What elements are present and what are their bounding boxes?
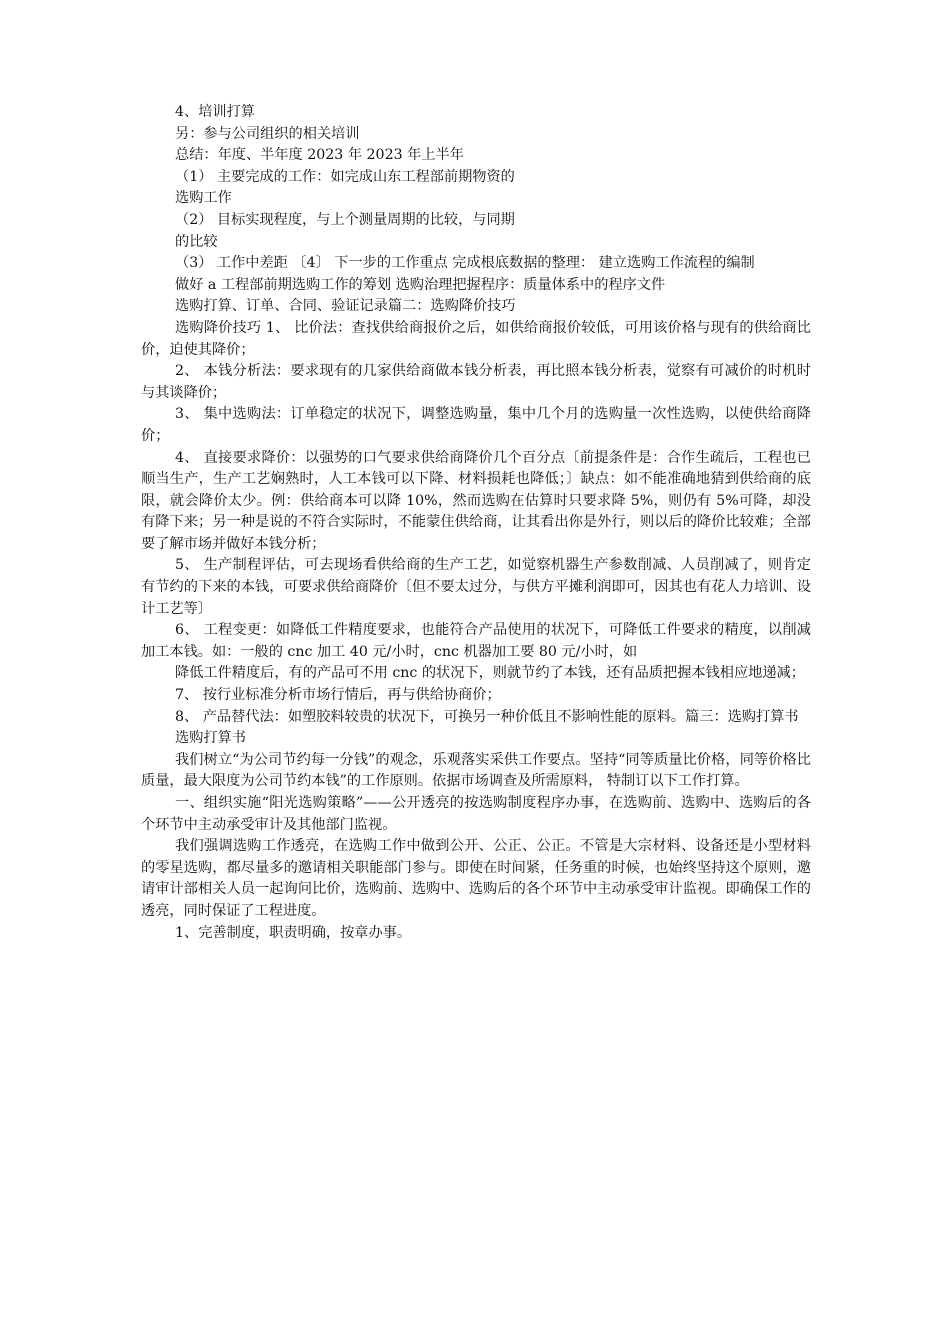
paragraph-substitution: 8、 产品替代法：如塑胶料较贵的状况下，可换另一种价低且不影响性能的原料。篇三：选购打算书 <box>175 708 799 725</box>
paragraph-process-evaluation: 5、 生产制程评估，可去现场看供给商的生产工艺，如觉察机器生产参数削减、人员削减了，则肯定有节约的下来的本钱，可要求供给商降价〔但不要太过分，与供方平摊利润即可，因其也有花人力培训、设计工艺等〕 <box>141 557 811 617</box>
paragraph-cost-analysis: 2、 本钱分析法：要求现有的几家供给商做本钱分析表，再比照本钱分析表，觉察有可减价的时机时与其谈降价； <box>141 363 811 401</box>
paragraph-engineering-change: 6、 工程变更：如降低工件精度要求，也能符合产品使用的状况下，可降低工件要求的精度，以削减加工本钱。如：一般的 cnc 加工 40 元/小时，cnc 机器加工要 80 元/小时，如 <box>141 622 811 660</box>
paragraph-principles: 我们树立“为公司节约每一分钱”的观念，乐观落实采供工作要点。坚持“同等质量比价格，同等价格比质量，最大限度为公司节约本钱”的工作原则。依据市场调查及所需原料， 特制订以下工作打算。 <box>141 751 811 790</box>
paragraph-sunshine-strategy: 一、组织实施“阳光选购策略”——公开透亮的按选购制度程序办事，在选购前、选购中、选购后的各个环节中主动承受审计及其他部门监视。 <box>141 795 811 833</box>
line-5: 选购工作 <box>175 190 232 207</box>
line-2: 另：参与公司组织的相关培训 <box>175 125 360 142</box>
section-three-title: 选购打算书 <box>175 730 246 747</box>
line-4: （1） 主要完成的工作：如完成山东工程部前期物资的 <box>175 168 515 185</box>
paragraph-price-comparison: 选购降价技巧 1、 比价法：查找供给商报价之后，如供给商报价较低，可用该价格与现有的供给商比价，迫使其降价； <box>141 319 811 358</box>
line-3: 总结：年度、半年度 2023 年 2023 年上半年 <box>175 147 464 164</box>
line-procurement-plan: 做好 a 工程部前期选购工作的筹划 选购治理把握程序：质量体系中的程序文件 <box>175 276 666 293</box>
line-section-two-heading: 选购打算、订单、合同、验证记录篇二：选购降价技巧 <box>175 298 516 315</box>
paragraph-improve-system: 1、完善制度，职责明确，按章办事。 <box>175 924 412 941</box>
paragraph-transparency: 我们强调选购工作透亮，在选购工作中做到公开、公正、公正。不管是大宗材料、设备还是小型材料的零星选购，都尽量多的邀请相关职能部门参与。即使在时间紧，任务重的时候，也始终坚持这个原则，邀请审计部相关人员一起询问比价，选购前、选购中、选购后的各个环节中主动承受审计监视。即确保工作的透亮，同时保证了工程进度。 <box>141 838 811 919</box>
paragraph-industry-standard: 7、 按行业标准分析市场行情后，再与供给协商价； <box>175 687 501 704</box>
paragraph-precision-reduction: 降低工件精度后，有的产品可不用 cnc 的状况下，则就节约了本钱，还有品质把握本钱相应地递减； <box>175 665 805 682</box>
paragraph-gap-next-step: （3） 工作中差距 〔4〕 下一步的工作重点 完成根底数据的整理： 建立选购工作流程的编制 <box>175 255 755 272</box>
document-body <box>141 102 811 944</box>
line-6: （2） 目标实现程度，与上个测量周期的比较，与同期 <box>175 211 515 228</box>
paragraph-direct-request: 4、 直接要求降价：以强势的口气要求供给商降价几个百分点〔前提条件是：合作生疏后，工程也已顺当生产，生产工艺娴熟时，人工本钱可以下降、材料损耗也降低；〕缺点：如不能准确地猜到供给商的底限，就会降价太少。例：供给商本可以降 10%，然而选购在估算时只要求降 5%，则仍有 5%可降，却没有降下来；另一种是说的不符合实际时，不能蒙住供给商，让其看出你是外行，则以后的降价比较难；全部要了解市场并做好本钱分析； <box>141 449 811 552</box>
line-1: 4、培训打算 <box>175 104 255 120</box>
line-7: 的比较 <box>175 233 218 250</box>
paragraph-bulk-purchasing: 3、 集中选购法：订单稳定的状况下，调整选购量，集中几个月的选购量一次性选购，以使供给商降价； <box>141 406 811 444</box>
